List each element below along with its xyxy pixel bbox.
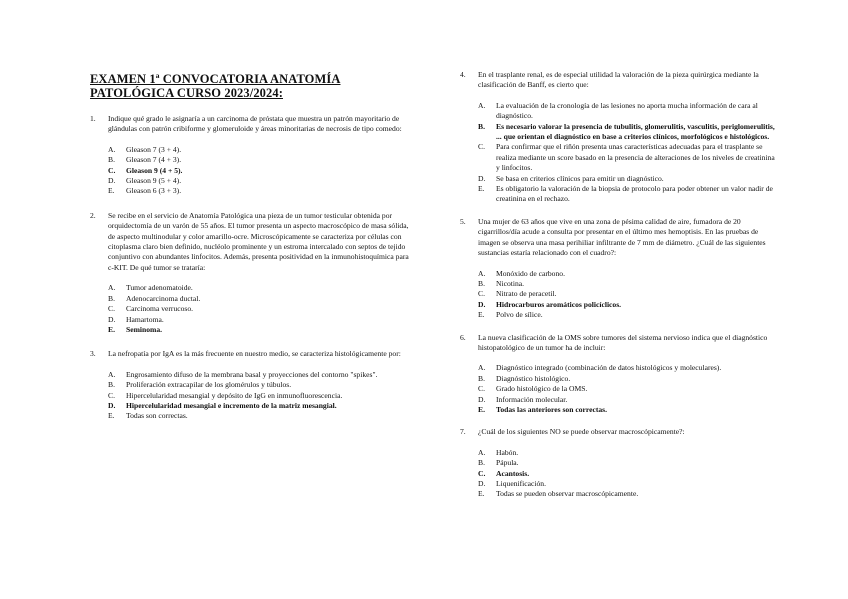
- option-e: [108, 411, 410, 421]
- exam-title: EXAMEN 1ª CONVOCATORIA ANATOMÍA PATOLÓGICA CURSO 2023/2024:: [90, 72, 341, 100]
- question-7: [460, 427, 780, 437]
- option-e-correct: [108, 325, 410, 335]
- option-text: Es obligatorio la valoración de la biopsia de protocolo para poder obtener un valor nadir de creatinina en el rechazo.: [496, 184, 773, 204]
- option-d-correct: [478, 300, 780, 310]
- question-text: En el trasplante renal, es de especial utilidad la valoración de la pieza quirúrgica mediante la clasificación de Banff, es cierto que:: [478, 70, 759, 90]
- option-c: [108, 391, 410, 401]
- option-text: Liquenificación.: [496, 479, 546, 488]
- option-d: [478, 395, 780, 405]
- question-number: 6.: [460, 332, 466, 342]
- option-letter: E.: [478, 404, 485, 414]
- option-letter: B.: [108, 293, 115, 303]
- question-4-options: [478, 101, 780, 205]
- question-text: La nefropatía por IgA es la más frecuente en nuestro medio, se caracteriza histológicamente por:: [108, 349, 401, 359]
- option-text: Se basa en criterios clínicos para emitir un diagnóstico.: [496, 173, 664, 183]
- option-letter: A.: [478, 447, 486, 457]
- option-text: Todas se pueden observar macroscópicamente.: [496, 489, 639, 499]
- option-letter: D.: [478, 299, 486, 309]
- question-6: [460, 333, 780, 354]
- option-text: Es necesario valorar la presencia de tubulitis, glomerulitis, vasculitis, periglomerulitis, ... que orientan el diagnóstico en base a criterios clínicos, morfológicos e histológicos.: [496, 121, 775, 142]
- option-text: La evaluación de la cronología de las lesiones no aporta mucha información de cara al diagnóstico.: [496, 100, 758, 121]
- option-text: Hamartoma.: [126, 314, 164, 324]
- question-5: [460, 217, 780, 259]
- option-text: Proliferación extracapilar de los glomérulos y túbulos.: [126, 380, 292, 390]
- option-text: Monóxido de carbono.: [496, 268, 565, 278]
- column-right: [460, 70, 780, 500]
- option-d: [108, 315, 410, 325]
- option-a: [108, 370, 410, 380]
- option-a: [478, 448, 780, 458]
- question-2-options: [108, 283, 410, 335]
- option-text: Nitrato de peracetil.: [496, 289, 557, 299]
- question-text: ¿Cuál de los siguientes NO se puede observar macroscópicamente?:: [478, 427, 685, 437]
- option-letter: E.: [478, 310, 485, 320]
- option-c: [478, 142, 780, 173]
- option-text: Carcinoma verrucoso.: [126, 304, 194, 314]
- column-left: [90, 114, 410, 422]
- option-b: [478, 458, 780, 468]
- option-letter: D.: [478, 394, 486, 404]
- option-e: [478, 489, 780, 499]
- option-d: [478, 479, 780, 489]
- option-letter: B.: [478, 278, 485, 288]
- option-letter: B.: [108, 380, 115, 390]
- option-letter: D.: [478, 479, 486, 488]
- option-letter: A.: [108, 283, 116, 293]
- option-letter: D.: [108, 314, 116, 324]
- option-letter: B.: [478, 121, 485, 131]
- option-letter: D.: [108, 176, 116, 186]
- option-text: Todas son correctas.: [126, 411, 188, 421]
- option-e-correct: [478, 405, 780, 415]
- option-e: [478, 310, 780, 320]
- option-b-correct: [478, 122, 780, 143]
- option-text: Gleason 9 (5 + 4).: [126, 176, 182, 186]
- option-b: [478, 374, 780, 384]
- question-3: [90, 349, 410, 359]
- option-letter: C.: [478, 384, 485, 394]
- option-text: Hidrocarburos aromáticos policíclicos.: [496, 299, 622, 309]
- option-text: Grado histológico de la OMS.: [496, 384, 588, 394]
- question-5-options: [478, 269, 780, 321]
- option-letter: E.: [108, 186, 115, 196]
- option-d-correct: [108, 401, 410, 411]
- option-letter: C.: [108, 390, 115, 400]
- question-7-options: [478, 448, 780, 500]
- question-number: 5.: [460, 216, 466, 226]
- question-text: La nueva clasificación de la OMS sobre tumores del sistema nervioso indica que el diagnóstico histopatológico de un tumor ha de incluir:: [478, 332, 768, 352]
- option-a: [478, 269, 780, 279]
- question-number: 7.: [460, 427, 466, 437]
- option-d: [478, 174, 780, 184]
- option-letter: A.: [478, 268, 486, 278]
- option-a: [108, 145, 410, 155]
- option-text: Adenocarcinoma ductal.: [126, 293, 201, 303]
- option-letter: B.: [108, 155, 115, 165]
- option-text: Polvo de sílice.: [496, 310, 543, 320]
- option-c: [108, 304, 410, 314]
- option-letter: D.: [478, 173, 486, 183]
- question-number: 2.: [90, 210, 96, 220]
- option-text: Diagnóstico integrado (combinación de datos histológicos y moleculares).: [496, 363, 722, 373]
- option-e: [108, 186, 410, 196]
- option-text: Pápula.: [496, 458, 519, 468]
- option-letter: A.: [108, 369, 116, 379]
- option-d: [108, 176, 410, 186]
- option-letter: C.: [108, 304, 115, 314]
- option-b: [108, 294, 410, 304]
- option-letter: B.: [478, 458, 485, 468]
- option-c-correct: [108, 166, 410, 176]
- option-text: Todas las anteriores son correctas.: [496, 404, 608, 414]
- option-text: Hipercelularidad mesangial y depósito de IgG en inmunofluorescencia.: [126, 390, 343, 400]
- option-a: [478, 101, 780, 122]
- option-text: Nicotina.: [496, 278, 525, 288]
- question-6-options: [478, 363, 780, 415]
- option-text: Gleason 7 (3 + 4).: [126, 144, 182, 154]
- question-2: [90, 211, 410, 273]
- option-letter: C.: [478, 468, 486, 478]
- option-a: [108, 283, 410, 293]
- option-a: [478, 363, 780, 373]
- option-letter: B.: [478, 373, 485, 383]
- option-text: Engrosamiento difuso de la membrana basal y proyecciones del contorno "spikes".: [126, 369, 378, 379]
- option-text: Información molecular.: [496, 394, 568, 404]
- option-text: Habón.: [496, 447, 519, 457]
- option-text: Gleason 9 (4 + 5).: [126, 165, 183, 175]
- question-text: Indique qué grado le asignaría a un carcinoma de próstata que muestra un patrón mayoritario de glándulas con patrón cribiforme y glomeruloide y áreas minoritarias de necrosis de tipo comedo:: [108, 114, 402, 134]
- option-c-correct: [478, 469, 780, 479]
- option-letter: C.: [478, 142, 485, 152]
- option-text: Tumor adenomatoide.: [126, 283, 193, 293]
- question-text: Una mujer de 63 años que vive en una zona de pésima calidad de aire, fumadora de 20 cigarrillos/día acude a consulta por presentar en el último mes hemoptisis. En las pruebas de imagen se observa una masa perihiliar infiltrante de 7 mm de diámetro. ¿Cuál de las siguientes sustancias estaría relacionado con el cuadro?:: [478, 216, 766, 258]
- question-number: 4.: [460, 70, 466, 79]
- option-text: Diagnóstico histológico.: [496, 373, 571, 383]
- option-b: [108, 380, 410, 390]
- question-1: [90, 114, 410, 135]
- option-text: Para confirmar que el riñón presenta unas características adecuadas para el trasplante se realiza mediante un score basado en la presencia de alteraciones de los niveles de creatinina y linfocitos.: [496, 142, 775, 173]
- option-text: Gleason 7 (4 + 3).: [126, 155, 182, 165]
- option-letter: C.: [108, 165, 116, 175]
- option-letter: A.: [108, 144, 116, 154]
- option-text: Gleason 6 (3 + 3).: [126, 186, 182, 196]
- option-letter: A.: [478, 100, 486, 110]
- question-3-options: [108, 370, 410, 422]
- option-letter: E.: [478, 489, 485, 499]
- option-c: [478, 289, 780, 299]
- option-text: Acantosis.: [496, 468, 530, 478]
- option-letter: E.: [108, 324, 115, 334]
- option-letter: D.: [108, 400, 116, 410]
- option-letter: C.: [478, 289, 485, 299]
- option-b: [108, 155, 410, 165]
- option-letter: A.: [478, 363, 486, 373]
- question-number: 3.: [90, 349, 96, 359]
- question-4: [460, 70, 780, 91]
- question-1-options: [108, 145, 410, 197]
- option-text: Seminoma.: [126, 324, 163, 334]
- option-text: Hipercelularidad mesangial e incremento de la matriz mesangial.: [126, 400, 337, 410]
- option-b: [478, 279, 780, 289]
- question-number: 1.: [90, 114, 96, 123]
- option-c: [478, 384, 780, 394]
- option-letter: E.: [108, 411, 115, 421]
- option-e: [478, 184, 780, 205]
- question-text: Se recibe en el servicio de Anatomía Patológica una pieza de un tumor testicular obtenida por orquidectomía de un varón de 55 años. El tumor presenta un aspecto macroscópico de masa sólida, de aspecto multinodular y color amarillo-ocre. Microscópicamente se caracteriza por células con citoplasma claro bien definido, nucléolo prominente y un estroma intercalado con septos de tejido conjuntivo con abundantes linfocitos. Además, presenta positividad en la inmunohistoquímica para c-KIT. De qué tumor se trataría:: [108, 210, 409, 272]
- option-letter: E.: [478, 184, 485, 194]
